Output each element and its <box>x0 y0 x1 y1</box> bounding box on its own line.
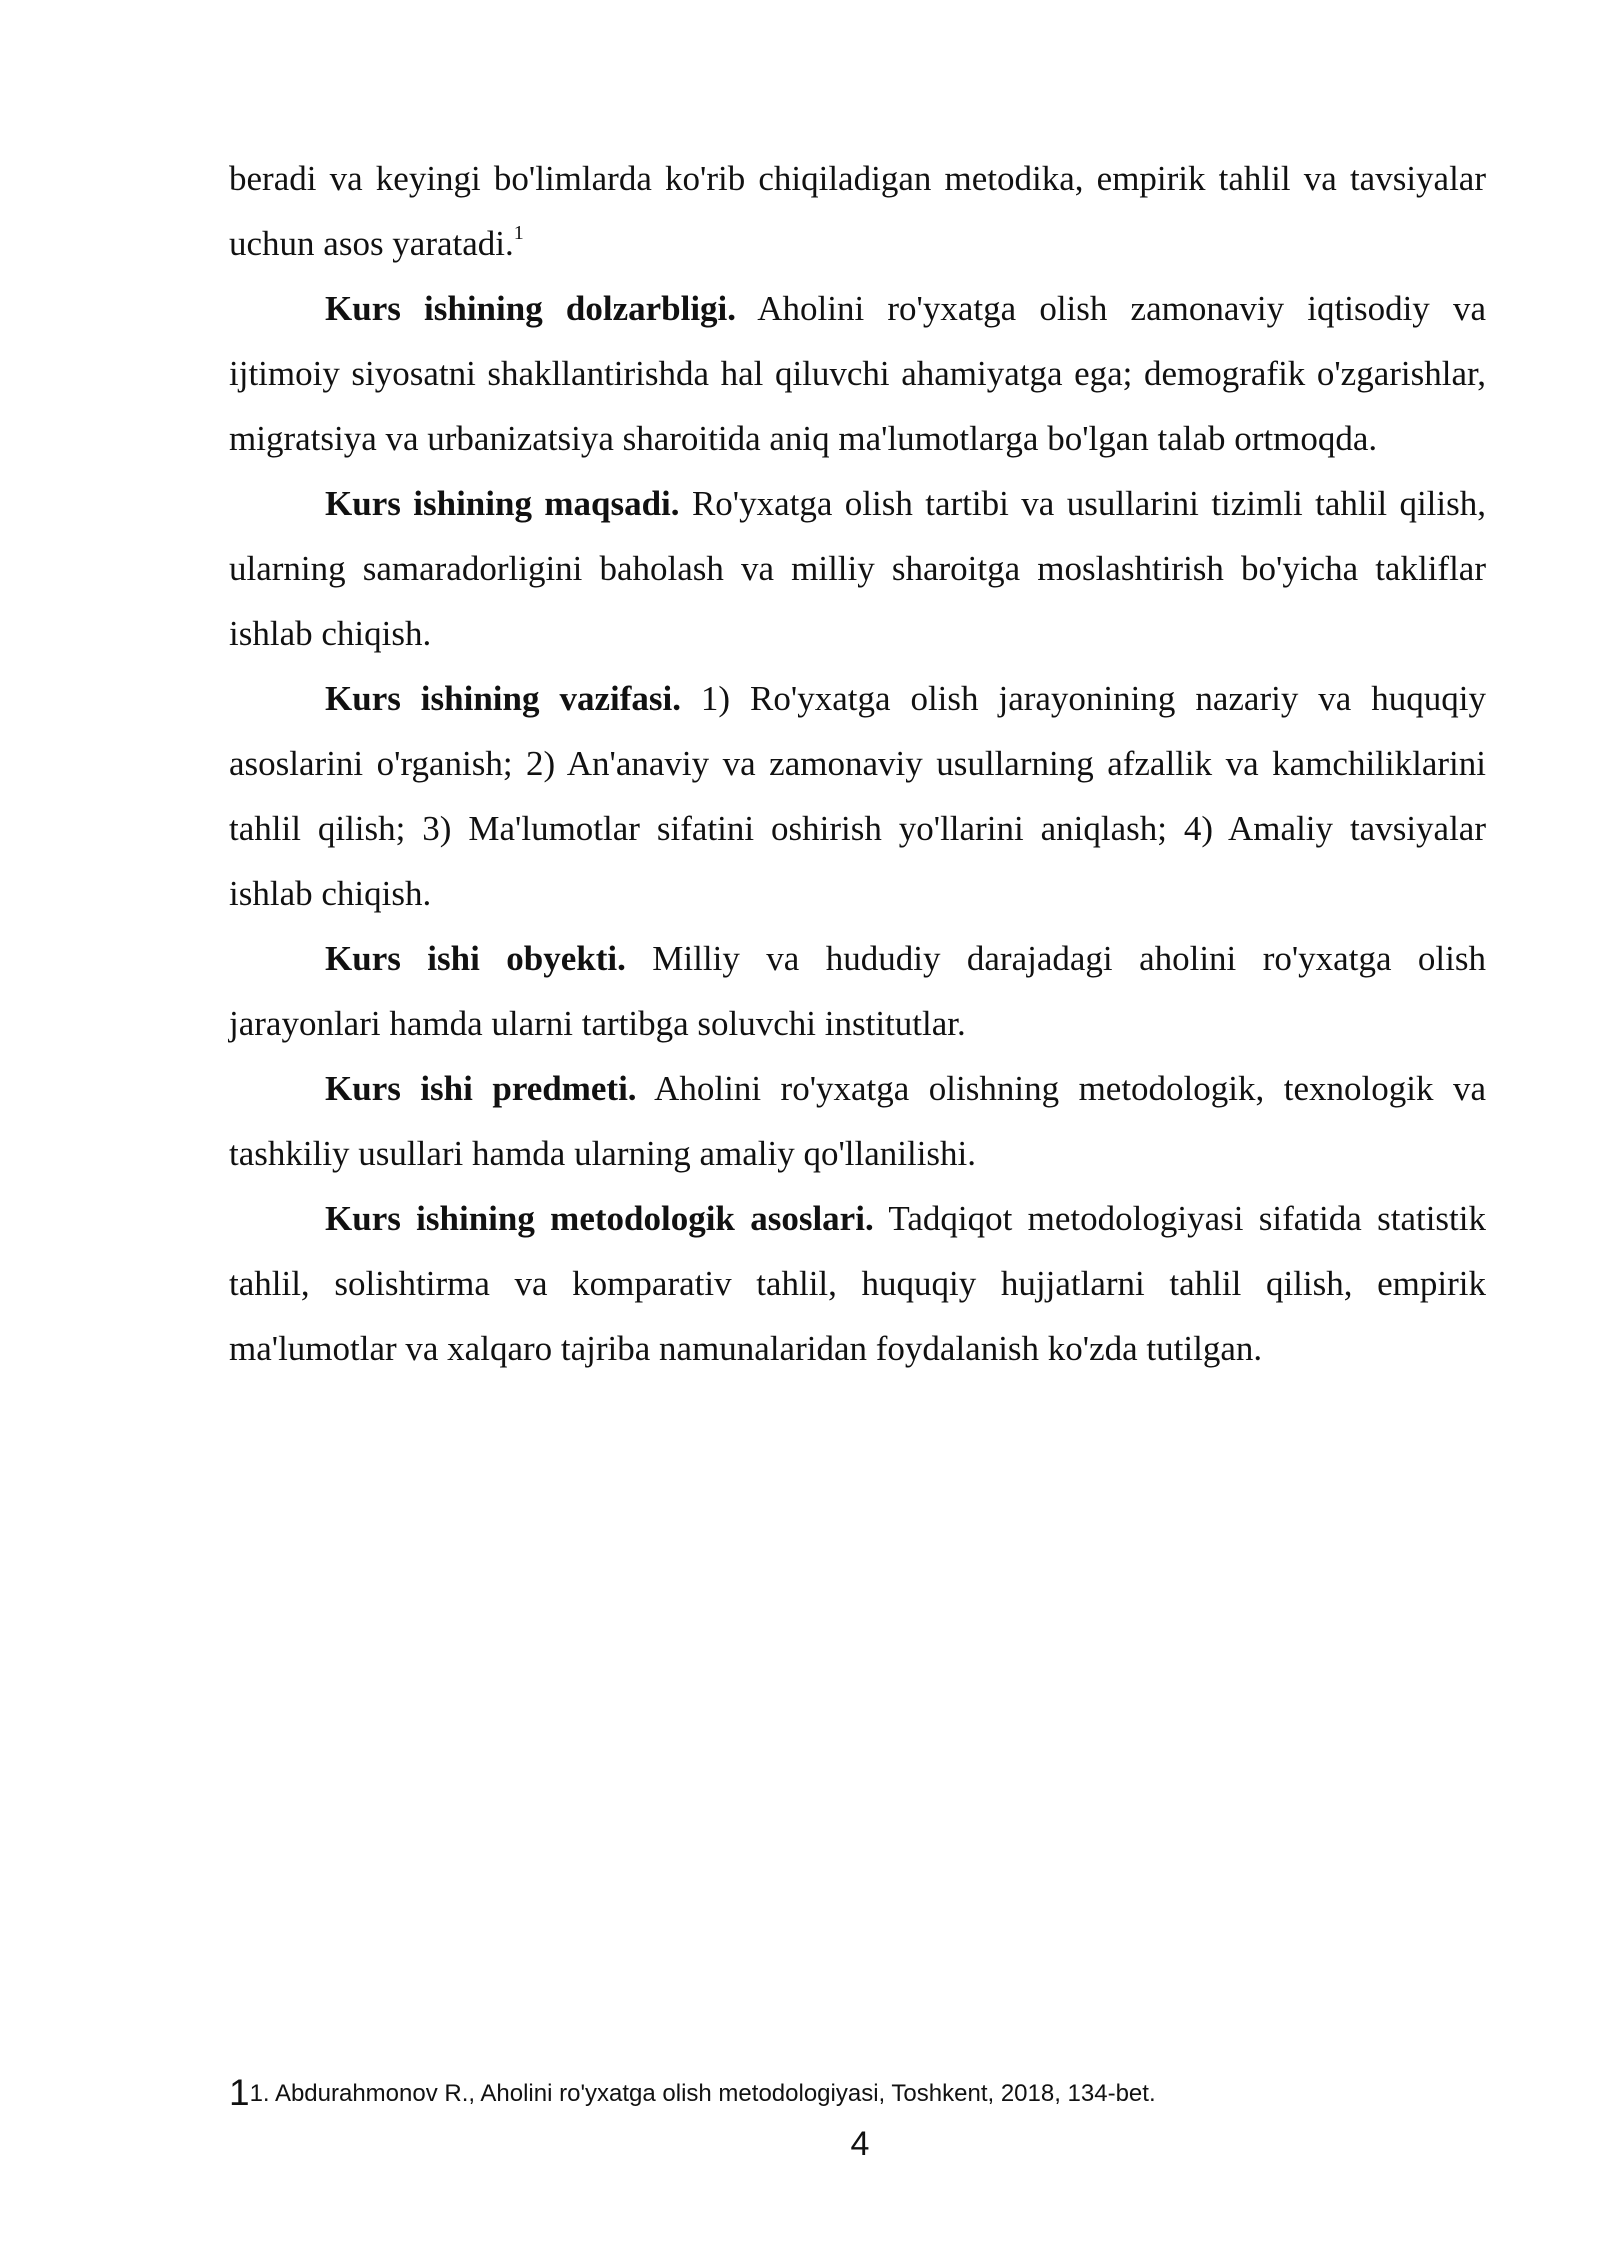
subject-text: Aholini ro'yxatga olishning metodologik, texnologik va tashkiliy usullari hamda ularning amaliy qo'llanilishi. <box>229 1069 1486 1173</box>
tasks-text: 1) Ro'yxatga olish jarayonining nazariy va huquqiy asoslarini o'rganish; 2) An'anaviy va zamonaviy usullarning afzallik va kamchiliklarini tahlil qilish; 3) Ma'lumotlar sifatini oshirish yo'llarini aniqlash; 4) Amaliy tavsiyalar ishlab chiqish. <box>229 679 1486 913</box>
footnote-mark: 1 <box>229 2072 250 2113</box>
relevance-paragraph <box>229 276 1486 471</box>
body-text <box>229 146 1486 1381</box>
page-number: 4 <box>850 2125 870 2163</box>
subject-heading: Kurs ishi predmeti. <box>325 1069 637 1108</box>
object-heading: Kurs ishi obyekti. <box>325 939 626 978</box>
relevance-text: Aholini ro'yxatga olish zamonaviy iqtisodiy va ijtimoiy siyosatni shakllantirishda hal qiluvchi ahamiyatga ega; demografik o'zgarishlar, migratsiya va urbanizatsiya sharoitida aniq ma'lumotlarga bo'lgan talab ortmoqda. <box>229 289 1486 458</box>
tasks-heading: Kurs ishining vazifasi. <box>325 679 681 718</box>
footnote <box>229 2072 1156 2114</box>
intro-text: beradi va keyingi bo'limlarda ko'rib chiqiladigan metodika, empirik tahlil va tavsiyalar uchun asos yaratadi. <box>229 159 1486 263</box>
goal-text: Ro'yxatga olish tartibi va usullarini tizimli tahlil qilish, ularning samaradorligini baholash va milliy sharoitga moslashtirish bo'yicha takliflar ishlab chiqish. <box>229 484 1486 653</box>
relevance-heading: Kurs ishining dolzarbligi. <box>325 289 737 328</box>
subject-paragraph <box>229 1056 1486 1186</box>
goal-paragraph <box>229 471 1486 666</box>
intro-paragraph <box>229 146 1486 276</box>
tasks-paragraph <box>229 666 1486 926</box>
methodology-paragraph <box>229 1186 1486 1381</box>
goal-heading: Kurs ishining maqsadi. <box>325 484 680 523</box>
footnote-reference[interactable]: 1 <box>513 222 524 244</box>
object-text: Milliy va hududiy darajadagi aholini ro'yxatga olish jarayonlari hamda ularni tartibga soluvchi institutlar. <box>229 939 1486 1043</box>
methodology-heading: Kurs ishining metodologik asoslari. <box>325 1199 874 1238</box>
footnote-text: 1. Abdurahmonov R., Aholini ro'yxatga olish metodologiyasi, Toshkent, 2018, 134-bet. <box>249 2080 1156 2107</box>
methodology-text: Tadqiqot metodologiyasi sifatida statistik tahlil, solishtirma va komparativ tahlil, huquqiy hujjatlarni tahlil qilish, empirik ma'lumotlar va xalqaro tajriba namunalaridan foydalanish ko'zda tutilgan. <box>229 1199 1486 1368</box>
object-paragraph <box>229 926 1486 1056</box>
